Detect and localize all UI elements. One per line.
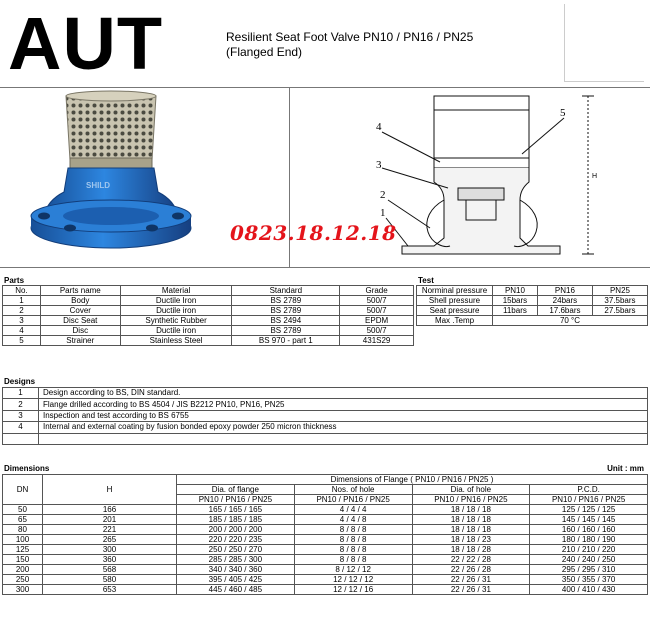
parts-section-label: Parts [4,276,25,285]
dims-col-dia-flange: Dia. of flange [177,485,295,495]
design-note-row [3,388,648,399]
cast-marking: SHILD [86,181,110,190]
design-note-number: 4 [3,422,39,433]
parts-cell: Body [40,296,120,306]
dims-group-header: Dimensions of Flange ( PN10 / PN16 / PN25 ) [177,475,648,485]
test-col-pn25: PN25 [592,286,647,296]
dimensions-cell: 18 / 18 / 18 [412,505,530,515]
dimensions-cell: 150 [3,555,43,565]
dimensions-cell: 8 / 12 / 12 [294,565,412,575]
test-cell: 15bars [493,296,538,306]
parts-cell: 4 [3,326,41,336]
parts-cell: Cover [40,306,120,316]
dims-pn-label: PN10 / PN16 / PN25 [177,495,295,505]
parts-cell: 2 [3,306,41,316]
parts-cell: 431S29 [340,336,414,346]
test-row-seat [417,306,648,316]
dimensions-cell: 12 / 12 / 16 [294,585,412,595]
parts-row [3,296,414,306]
dims-col-h: H [43,475,177,505]
dimensions-row [3,545,648,555]
max-temp-value: 70 °C [493,316,648,326]
dimensions-cell: 400 / 410 / 430 [530,585,648,595]
parts-col-grade: Grade [340,286,414,296]
dimensions-cell: 4 / 4 / 4 [294,505,412,515]
parts-col-name: Parts name [40,286,120,296]
designs-table [2,387,648,445]
dimensions-cell: 200 [3,565,43,575]
brand-logo: AUT [8,2,164,85]
callout-3: 3 [376,159,382,171]
parts-cell: Strainer [40,336,120,346]
parts-cell: 500/7 [340,296,414,306]
dimensions-cell: 165 / 165 / 165 [177,505,295,515]
dimensions-row [3,515,648,525]
parts-col-material: Material [120,286,232,296]
test-col-pressure: Norminal pressure [417,286,493,296]
dimensions-cell: 221 [43,525,177,535]
header-corner-box [564,4,644,82]
dimensions-row [3,525,648,535]
dimensions-cell: 240 / 240 / 250 [530,555,648,565]
dimensions-cell: 250 / 250 / 270 [177,545,295,555]
design-note-row [3,422,648,433]
parts-header-row [3,286,414,296]
dimensions-cell: 220 / 220 / 235 [177,535,295,545]
dimensions-cell: 65 [3,515,43,525]
dimensions-cell: 100 [3,535,43,545]
dimensions-cell: 50 [3,505,43,515]
parts-cell: 3 [3,316,41,326]
test-cell: Seat pressure [417,306,493,316]
dimensions-row [3,585,648,595]
callout-5: 5 [560,107,566,119]
dimensions-cell: 8 / 8 / 8 [294,555,412,565]
parts-cell: Disc [40,326,120,336]
parts-cell: 500/7 [340,306,414,316]
dimensions-cell: 265 [43,535,177,545]
dimensions-cell: 580 [43,575,177,585]
dimensions-cell: 8 / 8 / 8 [294,525,412,535]
dimensions-cell: 300 [3,585,43,595]
dims-col-dn: DN [3,475,43,505]
dimensions-cell: 18 / 18 / 18 [412,525,530,535]
dimensions-row [3,565,648,575]
design-note-row [3,433,648,444]
parts-cell: Disc Seat [40,316,120,326]
dimensions-cell: 285 / 285 / 300 [177,555,295,565]
dimensions-cell: 160 / 160 / 160 [530,525,648,535]
parts-cell: EPDM [340,316,414,326]
design-note-number: 2 [3,399,39,410]
dimensions-cell: 395 / 405 / 425 [177,575,295,585]
dimensions-cell: 145 / 145 / 145 [530,515,648,525]
dimension-h-label: H [592,173,598,180]
dimensions-cell: 18 / 18 / 23 [412,535,530,545]
dimensions-cell: 8 / 8 / 8 [294,535,412,545]
parts-cell: 5 [3,336,41,346]
dimensions-cell: 201 [43,515,177,525]
callout-1: 1 [380,207,386,219]
design-note-text: Internal and external coating by fusion bonded epoxy powder 250 micron thickness [39,422,648,433]
parts-cell: Ductile Iron [120,296,232,306]
dims-header-row-1 [3,475,648,485]
parts-cell: 500/7 [340,326,414,336]
dimensions-cell: 22 / 26 / 28 [412,565,530,575]
test-section-label: Test [418,276,434,285]
dims-pn-label: PN10 / PN16 / PN25 [294,495,412,505]
design-note-text: Design according to BS, DIN standard. [39,388,648,399]
dimensions-cell: 166 [43,505,177,515]
design-note-row [3,399,648,410]
test-cell: 24bars [537,296,592,306]
designs-section-label: Designs [4,377,36,386]
test-table [416,285,648,326]
callout-4: 4 [376,121,382,133]
test-cell: 27.5bars [592,306,647,316]
parts-cell: Ductile iron [120,306,232,316]
design-note-number: 1 [3,388,39,399]
product-title-line2: (Flanged End) [226,45,303,59]
parts-row [3,316,414,326]
dimensions-cell: 653 [43,585,177,595]
parts-row [3,306,414,316]
dimensions-cell: 210 / 210 / 220 [530,545,648,555]
parts-row [3,326,414,336]
datasheet-header [0,0,650,88]
design-note-number: 3 [3,410,39,421]
product-images [0,88,650,268]
test-col-pn10: PN10 [493,286,538,296]
design-note-text [39,433,648,444]
design-note-number [3,433,39,444]
test-header-row [417,286,648,296]
dimensions-row [3,505,648,515]
test-cell: Shell pressure [417,296,493,306]
test-row-temp [417,316,648,326]
dimensions-row [3,535,648,545]
test-col-pn16: PN16 [537,286,592,296]
dimensions-row [3,555,648,565]
max-temp-label: Max .Temp [417,316,493,326]
dims-col-pcd: P.C.D. [530,485,648,495]
dimensions-cell: 295 / 295 / 310 [530,565,648,575]
dimensions-cell: 12 / 12 / 12 [294,575,412,585]
test-cell: 17.6bars [537,306,592,316]
dimensions-cell: 125 / 125 / 125 [530,505,648,515]
parts-cell: BS 2789 [232,326,340,336]
dimensions-cell: 18 / 18 / 28 [412,545,530,555]
dims-col-dia-hole: Dia. of hole [412,485,530,495]
parts-col-standard: Standard [232,286,340,296]
dimensions-cell: 340 / 340 / 360 [177,565,295,575]
dims-col-nos-hole: Nos. of hole [294,485,412,495]
parts-col-no: No. [3,286,41,296]
parts-cell: Synthetic Rubber [120,316,232,326]
dimensions-cell: 445 / 460 / 485 [177,585,295,595]
dimensions-cell: 180 / 180 / 190 [530,535,648,545]
design-note-text: Flange drilled according to BS 4504 / JIS B2212 PN10, PN16, PN25 [39,399,648,410]
test-row-shell [417,296,648,306]
dimensions-cell: 568 [43,565,177,575]
dimensions-row [3,575,648,585]
parts-cell: Ductile iron [120,326,232,336]
dimensions-cell: 22 / 26 / 31 [412,575,530,585]
parts-cell: 1 [3,296,41,306]
dimensions-cell: 18 / 18 / 18 [412,515,530,525]
dimensions-cell: 360 [43,555,177,565]
dims-pn-label: PN10 / PN16 / PN25 [412,495,530,505]
phone-number: 0823.18.12.18 [230,221,397,245]
design-note-text: Inspection and test according to BS 6755 [39,410,648,421]
dims-pn-label: PN10 / PN16 / PN25 [530,495,648,505]
dimensions-cell: 185 / 185 / 185 [177,515,295,525]
product-title-line1: Resilient Seat Foot Valve PN10 / PN16 / PN25 [226,30,474,44]
dimensions-cell: 250 [3,575,43,585]
dimensions-section-label: Dimensions [4,464,50,473]
callout-2: 2 [380,189,386,201]
dimensions-cell: 200 / 200 / 200 [177,525,295,535]
unit-label: Unit : mm [607,464,644,473]
dimensions-cell: 125 [3,545,43,555]
test-cell: 11bars [493,306,538,316]
dimensions-cell: 350 / 355 / 370 [530,575,648,585]
test-cell: 37.5bars [592,296,647,306]
design-note-row [3,410,648,421]
parts-cell: BS 2494 [232,316,340,326]
parts-cell: BS 2789 [232,296,340,306]
parts-cell: BS 2789 [232,306,340,316]
dimensions-cell: 80 [3,525,43,535]
dimensions-cell: 22 / 26 / 31 [412,585,530,595]
parts-cell: BS 970 - part 1 [232,336,340,346]
product-title [226,30,473,60]
dimensions-cell: 22 / 22 / 28 [412,555,530,565]
dimensions-cell: 300 [43,545,177,555]
dimensions-table [2,474,648,595]
dimensions-cell: 4 / 4 / 8 [294,515,412,525]
parts-cell: Stainless Steel [120,336,232,346]
parts-row [3,336,414,346]
dimensions-cell: 8 / 8 / 8 [294,545,412,555]
parts-table [2,285,414,346]
